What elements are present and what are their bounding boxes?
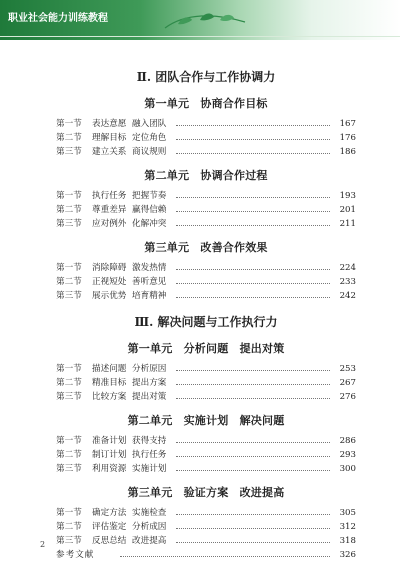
book-title: 职业社会能力训练教程 — [8, 13, 108, 24]
section-topic: 比较方案 — [92, 392, 127, 402]
section-subtopic: 培育精神 — [132, 291, 167, 301]
section-subtopic: 提出方案 — [132, 378, 167, 388]
leader-dots — [176, 118, 330, 126]
section-number: 第二节 — [56, 277, 82, 287]
leader-dots — [176, 132, 330, 140]
leader-dots — [176, 363, 330, 371]
toc-row[interactable] — [56, 275, 356, 289]
section-topic: 表达意愿 — [92, 119, 127, 129]
section-topic: 执行任务 — [92, 191, 127, 201]
section-topic: 准备计划 — [92, 436, 127, 446]
leader-dots — [176, 435, 330, 443]
header-rule — [0, 36, 400, 37]
leader-dots — [176, 276, 330, 284]
section-number: 第三节 — [56, 392, 82, 402]
section-subtopic: 定位角色 — [132, 133, 167, 143]
section-page: 300 — [339, 464, 356, 474]
section-subtopic: 把握节奏 — [132, 191, 167, 201]
section-topic: 描述问题 — [92, 364, 127, 374]
section-topic: 反思总结 — [92, 536, 127, 546]
toc-row[interactable] — [56, 520, 356, 534]
leader-dots — [176, 535, 330, 543]
toc-row[interactable] — [56, 131, 356, 145]
leader-dots — [176, 218, 330, 226]
section-subtopic: 实施计划 — [132, 464, 167, 474]
section-page: 186 — [339, 147, 356, 157]
leader-dots — [176, 146, 330, 154]
section-number: 第三节 — [56, 219, 82, 229]
section-subtopic: 改进提高 — [132, 536, 167, 546]
section-topic: 确定方法 — [92, 508, 127, 518]
leader-dots — [176, 204, 330, 212]
section-number: 第二节 — [56, 133, 82, 143]
section-page: 312 — [339, 522, 356, 532]
section-subtopic: 善听意见 — [132, 277, 167, 287]
section-subtopic: 分析成因 — [132, 522, 167, 532]
leader-dots — [176, 521, 330, 529]
unit-title: 第三单元 验证方案 改进提高 — [127, 486, 285, 499]
toc-row[interactable] — [56, 117, 356, 131]
toc-row[interactable] — [56, 534, 356, 548]
section-subtopic: 赢得信赖 — [132, 205, 167, 215]
unit-title: 第二单元 协调合作过程 — [144, 169, 268, 182]
toc-row[interactable] — [56, 376, 356, 390]
section-topic: 理解目标 — [92, 133, 127, 143]
section-topic: 应对例外 — [92, 219, 127, 229]
section-subtopic: 获得支持 — [132, 436, 167, 446]
toc-row[interactable] — [56, 261, 356, 275]
section-number: 第二节 — [56, 378, 82, 388]
section-number: 第三节 — [56, 291, 82, 301]
section-topic: 正视短处 — [92, 277, 127, 287]
section-topic: 建立关系 — [92, 147, 127, 157]
references-page: 326 — [339, 550, 356, 560]
toc-row[interactable] — [56, 145, 356, 159]
section-number: 第二节 — [56, 450, 82, 460]
section-page: 193 — [339, 191, 356, 201]
leaf-ornament-icon — [160, 8, 250, 36]
section-number: 第一节 — [56, 119, 82, 129]
section-page: 286 — [339, 436, 356, 446]
leader-dots — [176, 449, 330, 457]
page-number: 2 — [40, 540, 46, 549]
section-subtopic: 融入团队 — [132, 119, 167, 129]
part-title: Ⅲ. 解决问题与工作执行力 — [134, 315, 278, 329]
unit-title: 第三单元 改善合作效果 — [144, 241, 268, 254]
page-header — [0, 0, 400, 40]
section-page: 318 — [339, 536, 356, 546]
toc-row[interactable] — [56, 390, 356, 404]
section-page: 224 — [339, 263, 356, 273]
section-subtopic: 激发热情 — [132, 263, 167, 273]
section-subtopic: 实施检查 — [132, 508, 167, 518]
section-number: 第一节 — [56, 263, 82, 273]
section-subtopic: 提出对策 — [132, 392, 167, 402]
section-topic: 利用资源 — [92, 464, 127, 474]
references-label: 参考文献 — [56, 550, 95, 560]
section-topic: 展示优势 — [92, 291, 127, 301]
leader-dots — [176, 290, 330, 298]
toc-row[interactable] — [56, 462, 356, 476]
section-subtopic: 化解冲突 — [132, 219, 167, 229]
leader-dots — [176, 507, 330, 515]
leader-dots — [176, 262, 330, 270]
section-page: 211 — [339, 219, 356, 229]
section-topic: 消除障碍 — [92, 263, 127, 273]
section-number: 第一节 — [56, 364, 82, 374]
leader-dots — [176, 190, 330, 198]
section-topic: 制订计划 — [92, 450, 127, 460]
toc-row[interactable] — [56, 506, 356, 520]
section-page: 305 — [339, 508, 356, 518]
section-topic: 评估鉴定 — [92, 522, 127, 532]
toc-row[interactable] — [56, 217, 356, 231]
section-page: 267 — [339, 378, 356, 388]
section-page: 167 — [339, 119, 356, 129]
toc-content — [56, 58, 356, 562]
leader-dots — [176, 377, 330, 385]
toc-row[interactable] — [56, 203, 356, 217]
unit-title: 第一单元 协商合作目标 — [144, 97, 268, 110]
section-number: 第三节 — [56, 147, 82, 157]
references-row[interactable] — [56, 548, 356, 562]
section-topic: 尊重差异 — [92, 205, 127, 215]
section-number: 第三节 — [56, 536, 82, 546]
section-page: 201 — [339, 205, 356, 215]
section-number: 第一节 — [56, 436, 82, 446]
section-subtopic: 执行任务 — [132, 450, 167, 460]
section-number: 第三节 — [56, 464, 82, 474]
unit-title: 第二单元 实施计划 解决问题 — [127, 414, 285, 427]
section-number: 第一节 — [56, 508, 82, 518]
section-number: 第一节 — [56, 191, 82, 201]
toc-row[interactable] — [56, 434, 356, 448]
leader-dots — [120, 549, 330, 557]
toc-row[interactable] — [56, 448, 356, 462]
section-page: 293 — [339, 450, 356, 460]
leader-dots — [176, 391, 330, 399]
section-page: 242 — [339, 291, 356, 301]
toc-row[interactable] — [56, 189, 356, 203]
toc-row[interactable] — [56, 362, 356, 376]
section-number: 第二节 — [56, 205, 82, 215]
section-topic: 精准目标 — [92, 378, 127, 388]
toc-row[interactable] — [56, 289, 356, 303]
section-number: 第二节 — [56, 522, 82, 532]
section-page: 276 — [339, 392, 356, 402]
section-page: 176 — [339, 133, 356, 143]
section-subtopic: 分析原因 — [132, 364, 167, 374]
section-subtopic: 商议规则 — [132, 147, 167, 157]
unit-title: 第一单元 分析问题 提出对策 — [127, 342, 285, 355]
part-title: Ⅱ. 团队合作与工作协调力 — [136, 70, 276, 84]
leader-dots — [176, 463, 330, 471]
section-page: 233 — [339, 277, 356, 287]
section-page: 253 — [339, 364, 356, 374]
